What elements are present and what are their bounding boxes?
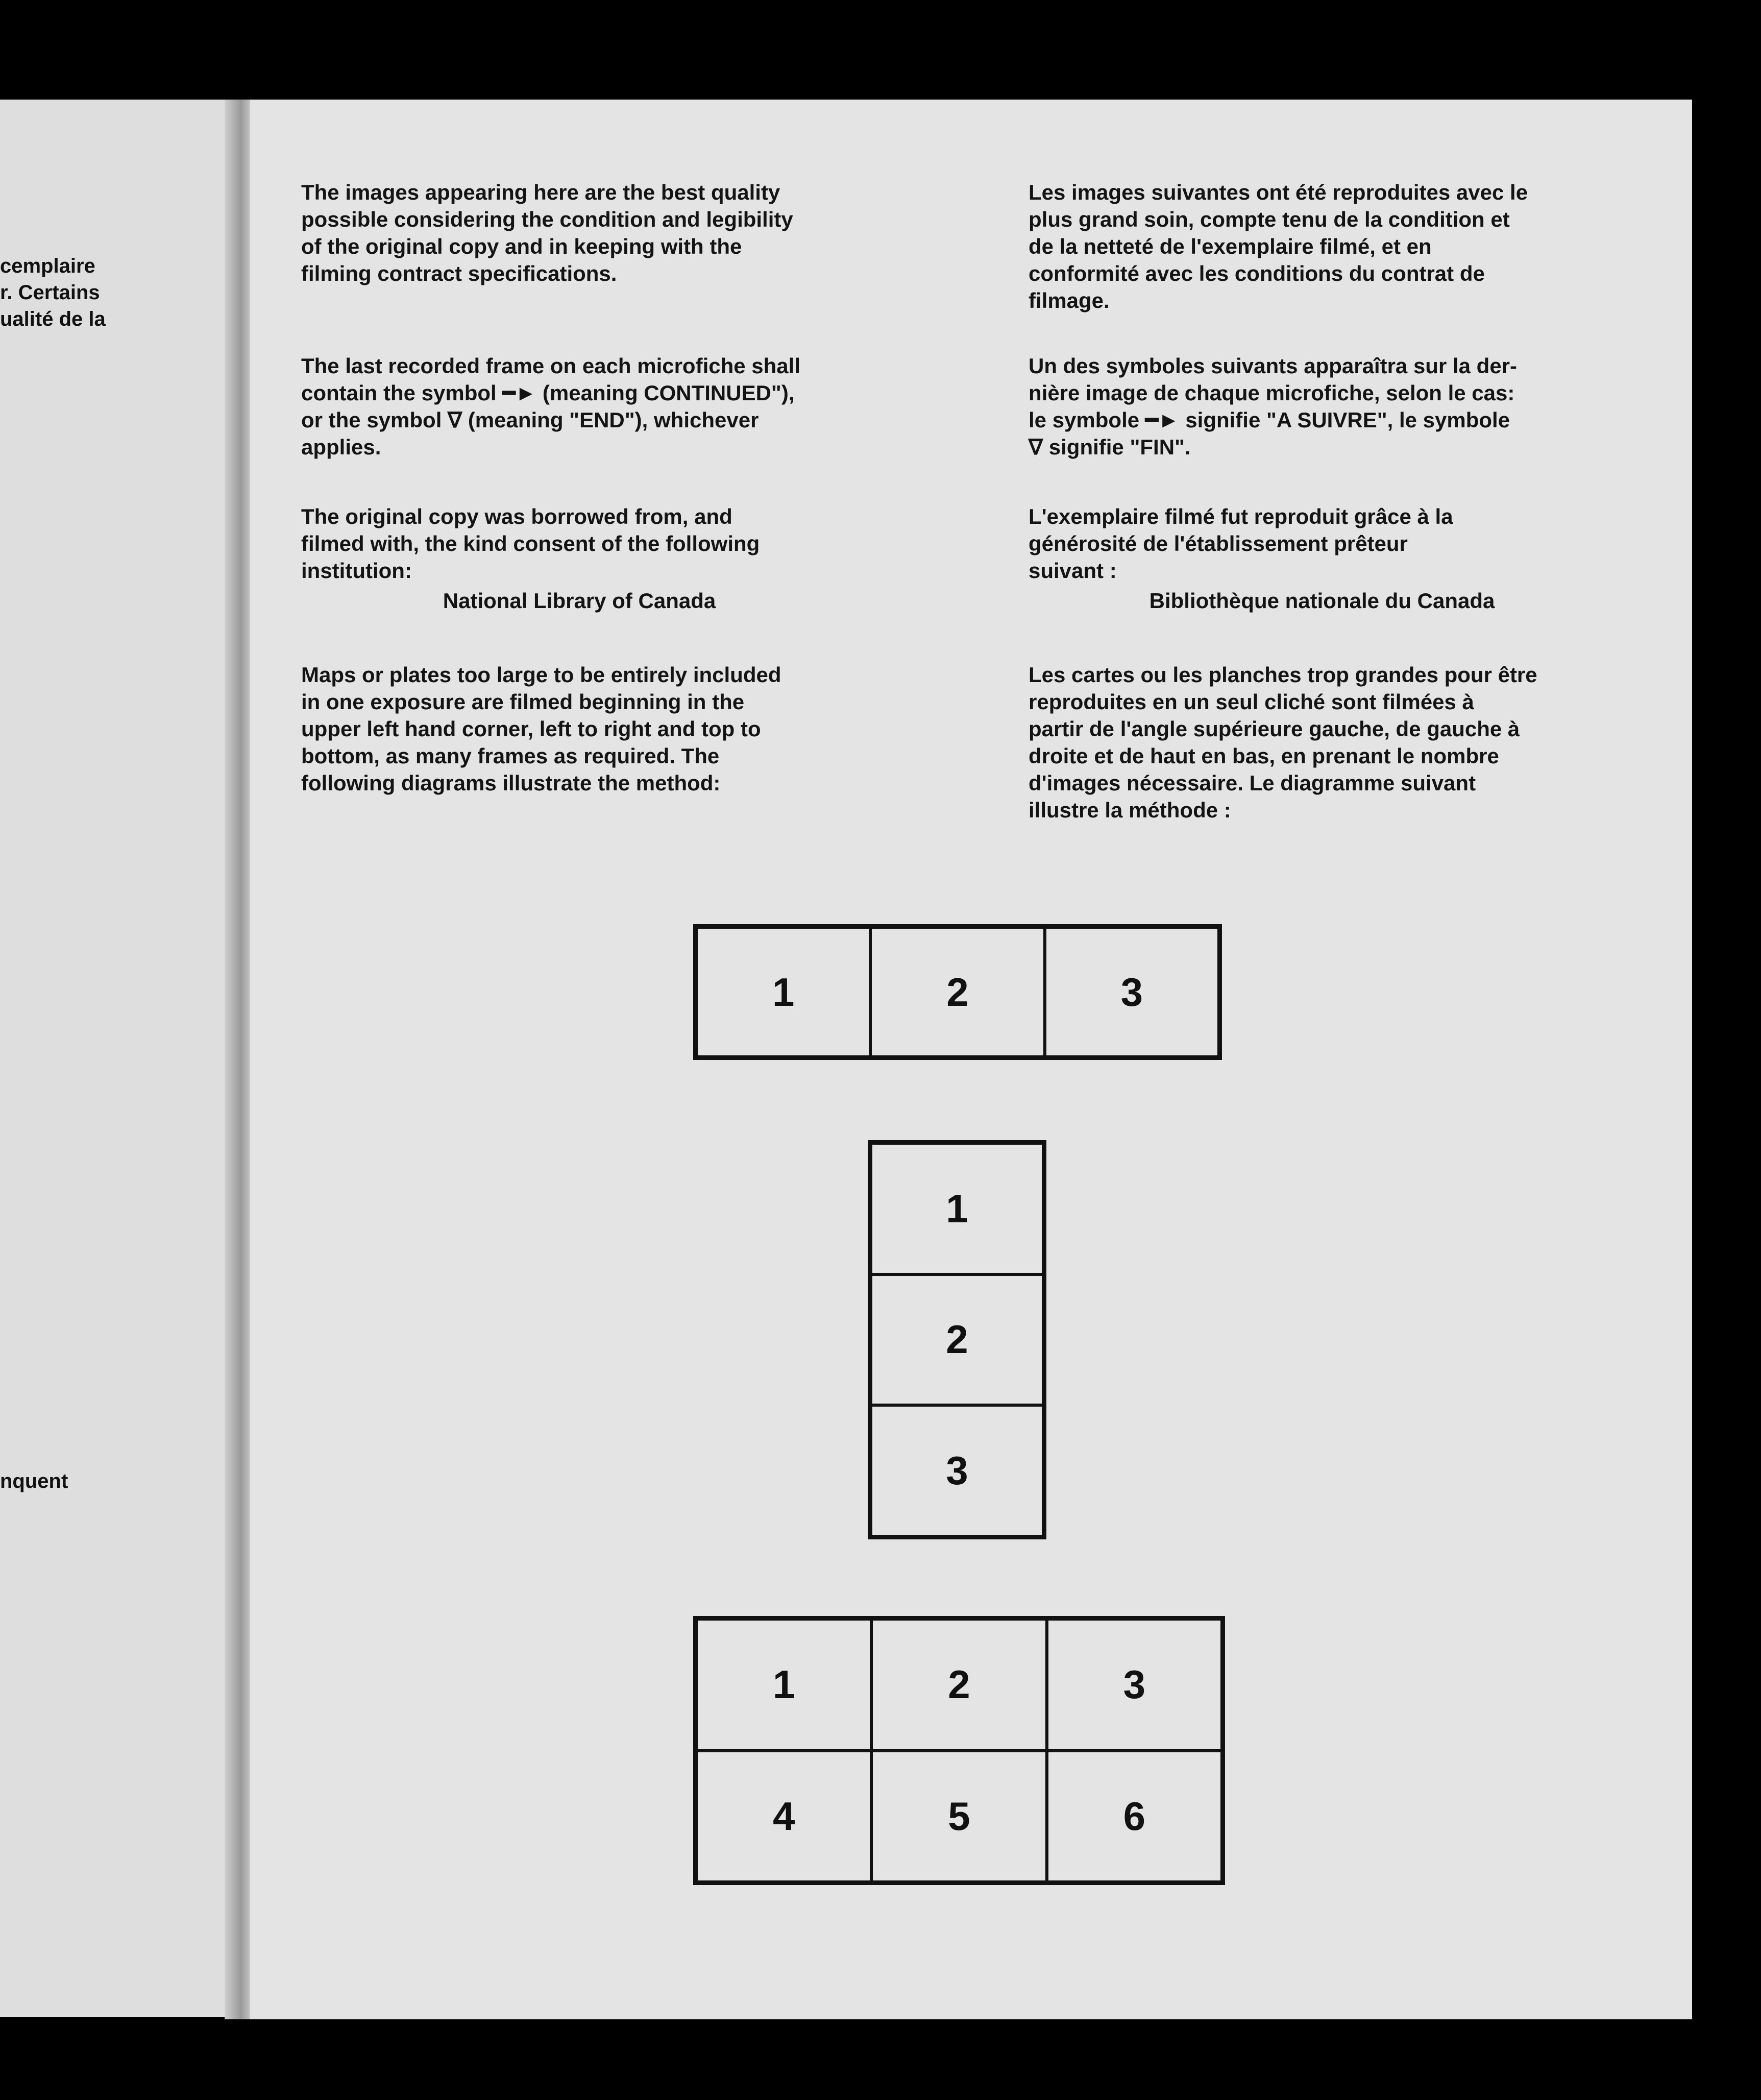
frame-cell: 5 <box>871 1751 1046 1882</box>
text-line: upper left hand corner, left to right and top to <box>301 717 761 741</box>
text-line: The images appearing here are the best quality <box>301 180 780 204</box>
left-page-edge <box>0 100 250 2017</box>
text-line: plus grand soin, compte tenu de la condition et <box>1029 207 1510 231</box>
text-line: institution: <box>301 559 412 583</box>
diagram-grid <box>693 1616 1225 1885</box>
text-line: illustre la méthode : <box>1029 798 1231 822</box>
french-paragraph-quality <box>1029 179 1528 314</box>
text-line: Un des symboles suivants apparaîtra sur la der- <box>1029 354 1518 378</box>
text-line: de la netteté de l'exemplaire filmé, et en <box>1029 234 1432 258</box>
text-line: contain the symbol ━► (meaning CONTINUED"), <box>301 381 795 405</box>
left-fragment-2: r. Certains <box>0 281 100 304</box>
text-line: The original copy was borrowed from, and <box>301 504 732 528</box>
institution-name: National Library of Canada <box>443 589 716 613</box>
text-line: ∇ signifie "FIN". <box>1029 435 1191 459</box>
text-line: suivant : <box>1029 559 1117 583</box>
text-line: or the symbol ∇ (meaning "END"), whichever <box>301 408 759 432</box>
text-line: reproduites en un seul cliché sont filmées à <box>1029 690 1474 714</box>
text-line: bottom, as many frames as required. The <box>301 744 720 768</box>
text-line: filming contract specifications. <box>301 261 617 285</box>
frame-cell: 2 <box>870 927 1044 1057</box>
frame-cell: 1 <box>696 1619 871 1751</box>
frame-cell: 2 <box>871 1619 1046 1751</box>
diagram-horizontal <box>693 924 1222 1060</box>
diagram-vertical <box>868 1140 1046 1539</box>
text-line: Les images suivantes ont été reproduites avec le <box>1029 180 1528 204</box>
english-paragraph-symbols <box>301 352 800 461</box>
left-fragment-1: cemplaire <box>0 255 95 277</box>
text-line: nière image de chaque microfiche, selon le cas: <box>1029 381 1515 405</box>
text-line: Les cartes ou les planches trop grandes pour être <box>1029 663 1537 687</box>
left-fragment-3: ualité de la <box>0 308 106 330</box>
french-paragraph-institution <box>1029 503 1616 614</box>
institution-name: Bibliothèque nationale du Canada <box>1149 589 1495 613</box>
text-line: Maps or plates too large to be entirely included <box>301 663 781 687</box>
english-paragraph-maps <box>301 661 781 796</box>
frame-cell: 3 <box>1047 1619 1222 1751</box>
text-line: filmage. <box>1029 288 1110 312</box>
text-line: conformité avec les conditions du contrat de <box>1029 261 1485 285</box>
text-line: le symbole ━► signifie "A SUIVRE", le symbole <box>1029 408 1510 432</box>
left-fragment-4: nquent <box>0 1470 68 1492</box>
frame-cell: 2 <box>871 1274 1043 1406</box>
frame-cell: 6 <box>1047 1751 1222 1882</box>
text-line: générosité de l'établissement prêteur <box>1029 532 1408 556</box>
frame-cell: 3 <box>1045 927 1219 1057</box>
main-page <box>250 100 1692 2019</box>
english-paragraph-institution <box>301 503 858 614</box>
text-line: partir de l'angle supérieure gauche, de gauche à <box>1029 717 1520 741</box>
french-paragraph-symbols <box>1029 352 1517 461</box>
text-line: The last recorded frame on each microfiche shall <box>301 354 800 378</box>
text-line: possible considering the condition and legibility <box>301 207 793 231</box>
frame-cell: 1 <box>871 1143 1043 1274</box>
text-line: d'images nécessaire. Le diagramme suivant <box>1029 771 1476 795</box>
text-line: in one exposure are filmed beginning in the <box>301 690 745 714</box>
frame-cell: 1 <box>696 927 870 1057</box>
text-line: L'exemplaire filmé fut reproduit grâce à la <box>1029 504 1453 528</box>
frame-cell: 3 <box>871 1405 1043 1536</box>
text-line: applies. <box>301 435 381 459</box>
text-line: of the original copy and in keeping with the <box>301 234 742 258</box>
text-line: droite et de haut en bas, en prenant le nombre <box>1029 744 1499 768</box>
french-paragraph-maps <box>1029 661 1537 824</box>
frame-cell: 4 <box>696 1751 871 1882</box>
english-paragraph-quality <box>301 179 793 287</box>
text-line: following diagrams illustrate the method: <box>301 771 721 795</box>
text-line: filmed with, the kind consent of the following <box>301 532 760 556</box>
